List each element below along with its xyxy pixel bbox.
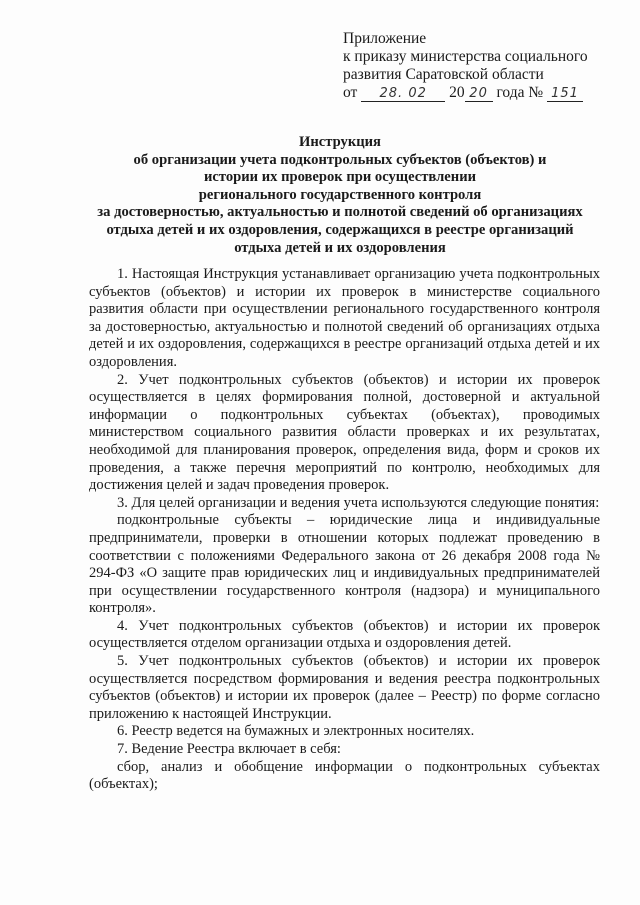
paragraph-1: 1. Настоящая Инструкция устанавливает организацию учета подконтрольных субъектов (объектов) и истории их проверок в министерстве социального развития области при осуществлении регионального государственного контроля за достоверностью, актуальностью и полнотой сведений об организациях отдыха детей и их оздоровления, содержащихся в реестре организаций отдыха детей и их оздоровления. <box>89 266 600 370</box>
document-body <box>89 266 600 794</box>
title-line: истории их проверок при осуществлении <box>203 169 477 186</box>
title-line: регионального государственного контроля <box>198 186 482 203</box>
paragraph-5: 5. Учет подконтрольных субъектов (объектов) и истории их проверок осуществляется посредством формирования и ведения реестра подконтрольных субъектов (объектов) и истории их проверок (далее – Реестр) по форме согласно приложению к настоящей Инструкции. <box>89 653 600 722</box>
year-prefix: 20 <box>449 84 465 101</box>
title-line: отдыха детей и их оздоровления, содержащихся в реестре организаций <box>106 221 574 238</box>
title-line: об организации учета подконтрольных субъектов (объектов) и <box>133 151 547 168</box>
title-line: Инструкция <box>299 134 381 150</box>
date-prefix: от <box>343 84 358 101</box>
paragraph-7: 7. Ведение Реестра включает в себя: <box>117 741 341 758</box>
paragraph-4: 4. Учет подконтрольных субъектов (объектов) и истории их проверок осуществляется отделом организации отдыха и оздоровления детей. <box>89 617 600 652</box>
title-line: отдыха детей и их оздоровления <box>234 239 446 256</box>
appendix-block <box>343 30 623 102</box>
paragraph-6: 6. Реестр ведется на бумажных и электронных носителях. <box>117 723 475 740</box>
paragraph-3: 3. Для целей организации и ведения учета используются следующие понятия: <box>117 494 600 511</box>
handwritten-number: 151 <box>547 87 583 102</box>
title-line: за достоверностью, актуальностью и полнотой сведений об организациях <box>97 204 583 221</box>
appendix-date-line <box>343 84 623 102</box>
handwritten-date: 28. 02 <box>361 87 445 102</box>
appendix-title: Приложение <box>343 30 427 47</box>
paragraph-list-item: сбор, анализ и обобщение информации о подконтрольных субъектах (объектах); <box>89 758 600 793</box>
handwritten-year: 20 <box>465 87 493 102</box>
document-title <box>60 134 620 257</box>
paragraph-2: 2. Учет подконтрольных субъектов (объектов) и истории их проверок осуществляется в целях формирования полной, достоверной и актуальной информации о подконтрольных субъектах (объектах), проводимых министерством социального развития области проверках и их результатах, необходимой для планирования проверок, определения вида, форм и сроков их проведения, а также перечня мероприятий по контролю, необходимых для достижения целей и задач проведения проверок. <box>89 371 600 494</box>
appendix-ministry-line: развития Саратовской области <box>343 66 544 83</box>
appendix-order-line: к приказу министерства социального <box>343 48 588 65</box>
year-suffix: года № <box>496 84 544 101</box>
paragraph-definition: подконтрольные субъекты – юридические лица и индивидуальные предприниматели, проверки в отношении которых подлежат проведению в соответствии с положениями Федерального закона от 26 декабря 2008 года № 294-ФЗ «О защите прав юридических лиц и индивидуальных предпринимателей при осуществлении государственного контроля (надзора) и муниципального контроля». <box>89 512 600 617</box>
